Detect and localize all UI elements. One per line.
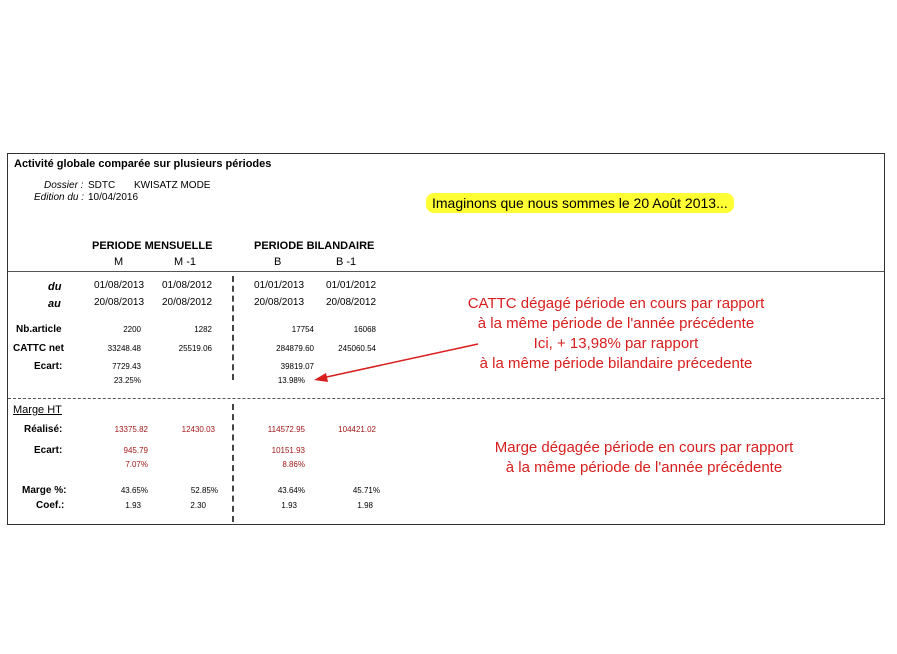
highlight-note-text: Imaginons que nous sommes le 20 Août 2013... bbox=[426, 193, 734, 213]
row-ecart-m-pct: 23.25% bbox=[113, 376, 141, 385]
report-frame bbox=[7, 153, 885, 525]
cattc-annotation-line-2: à la même période de l'année précédente bbox=[477, 315, 755, 332]
row-cattc-net-m: 33248.48 bbox=[107, 344, 141, 353]
coef-b1: 1.98 bbox=[357, 501, 373, 510]
row-ecart-b: 39819.07 bbox=[280, 362, 314, 371]
header-divider bbox=[8, 271, 884, 272]
coef-m: 1.93 bbox=[125, 501, 141, 510]
marge-realise-b1: 104421.02 bbox=[338, 425, 376, 434]
marge-annotation bbox=[454, 438, 834, 478]
row-nb-article-m: 2200 bbox=[123, 325, 141, 334]
header-m1: M -1 bbox=[174, 256, 196, 268]
highlight-note bbox=[426, 195, 734, 213]
row-nb-article-b1: 16068 bbox=[353, 325, 376, 334]
row-ecart-label: Ecart: bbox=[34, 361, 63, 372]
marge-pct-m: 43.65% bbox=[120, 486, 148, 495]
row-cattc-net-b1: 245060.54 bbox=[338, 344, 376, 353]
coef-m1: 2.30 bbox=[190, 501, 206, 510]
section-divider bbox=[8, 398, 884, 399]
dossier-label: Dossier : bbox=[44, 180, 84, 191]
row-au-b1: 20/08/2012 bbox=[326, 297, 377, 308]
cattc-annotation bbox=[426, 294, 806, 374]
marge-realise-m1: 12430.03 bbox=[181, 425, 215, 434]
header-periode-bilandaire: PERIODE BILANDAIRE bbox=[254, 240, 375, 252]
row-du-m: 01/08/2013 bbox=[94, 280, 145, 291]
marge-realise-b: 114572.95 bbox=[267, 425, 305, 434]
row-au-m: 20/08/2013 bbox=[94, 297, 145, 308]
marge-pct-m1: 52.85% bbox=[190, 486, 218, 495]
row-du-b1: 01/01/2012 bbox=[326, 280, 377, 291]
marge-annotation-line-2: à la même période de l'année précédente bbox=[505, 459, 783, 476]
header-m: M bbox=[114, 256, 124, 268]
row-nb-article-label: Nb.article bbox=[16, 324, 62, 335]
report-title: Activité globale comparée sur plusieurs périodes bbox=[14, 158, 272, 170]
row-nb-article-m1: 1282 bbox=[194, 325, 212, 334]
edition-label: Edition du : bbox=[34, 192, 85, 203]
row-ecart-m: 7729.43 bbox=[112, 362, 141, 371]
coef-label: Coef.: bbox=[36, 500, 65, 511]
header-periode-mensuelle: PERIODE MENSUELLE bbox=[92, 240, 213, 252]
coef-b: 1.93 bbox=[281, 501, 297, 510]
row-ecart-b-pct: 13.98% bbox=[277, 376, 305, 385]
row-du-b: 01/01/2013 bbox=[254, 280, 305, 291]
column-separator-top bbox=[232, 276, 234, 380]
row-au-m1: 20/08/2012 bbox=[162, 297, 213, 308]
row-cattc-net-label: CATTC net bbox=[13, 343, 64, 354]
marge-ecart-b: 10151.93 bbox=[271, 446, 305, 455]
marge-pct-b: 43.64% bbox=[277, 486, 305, 495]
dossier-code: SDTC bbox=[88, 180, 116, 191]
dossier-name: KWISATZ MODE bbox=[134, 180, 211, 191]
row-cattc-net-b: 284879.60 bbox=[276, 344, 314, 353]
row-nb-article-b: 17754 bbox=[291, 325, 314, 334]
row-du-label: du bbox=[48, 281, 62, 293]
row-du-m1: 01/08/2012 bbox=[162, 280, 213, 291]
marge-ecart-label: Ecart: bbox=[34, 445, 63, 456]
row-cattc-net-m1: 25519.06 bbox=[178, 344, 212, 353]
marge-realise-m: 13375.82 bbox=[114, 425, 148, 434]
row-au-label: au bbox=[48, 298, 61, 310]
cattc-annotation-line-4: à la même période bilandaire précedente bbox=[479, 355, 753, 372]
edition-date: 10/04/2016 bbox=[88, 192, 139, 203]
header-b: B bbox=[274, 256, 282, 268]
cattc-annotation-line-3: Ici, + 13,98% par rapport bbox=[533, 335, 699, 352]
marge-section-label: Marge HT bbox=[13, 404, 62, 416]
marge-ecart-m: 945.79 bbox=[123, 446, 148, 455]
header-b1: B -1 bbox=[336, 256, 357, 268]
cattc-annotation-line-1: CATTC dégagé période en cours par rapport bbox=[467, 295, 765, 312]
row-au-b: 20/08/2013 bbox=[254, 297, 305, 308]
marge-ecart-m-pct: 7.07% bbox=[125, 460, 148, 469]
marge-pct-label: Marge %: bbox=[22, 485, 67, 496]
marge-pct-b1: 45.71% bbox=[352, 486, 380, 495]
marge-annotation-line-1: Marge dégagée période en cours par rapport bbox=[494, 439, 794, 456]
marge-realise-label: Réalisé: bbox=[24, 424, 63, 435]
marge-ecart-b-pct: 8.86% bbox=[282, 460, 305, 469]
